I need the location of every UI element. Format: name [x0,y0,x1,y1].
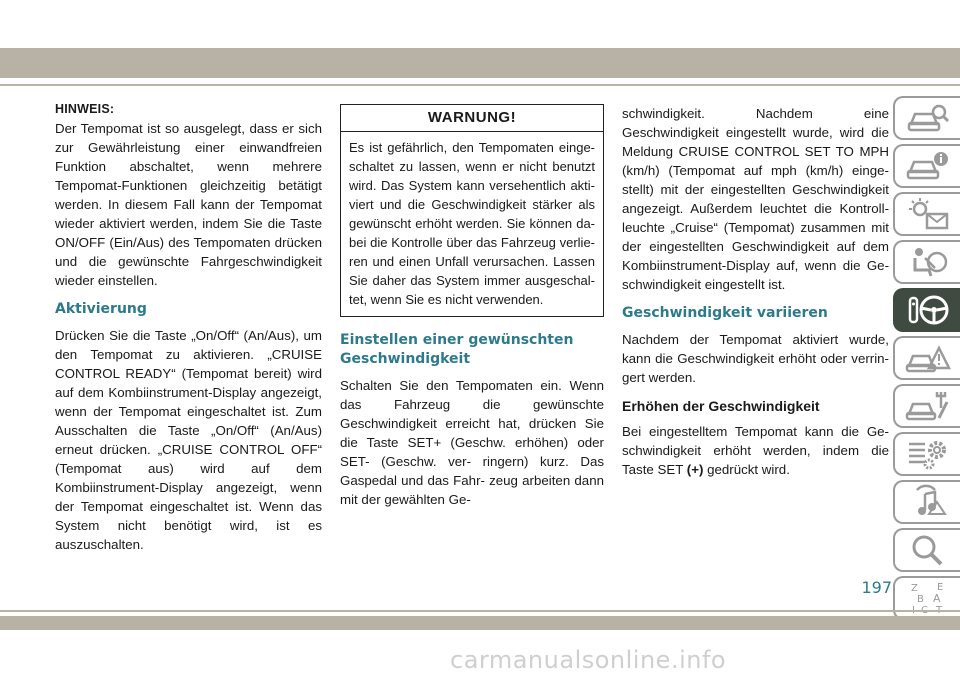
multimedia-music-icon [905,484,951,520]
warning-box [340,104,604,317]
tab-car-search[interactable] [893,96,960,140]
warning-lights-message-icon [905,196,951,232]
airbag-seat-icon [905,244,951,280]
tab-car-info[interactable] [893,144,960,188]
car-search-icon [905,100,951,136]
column-left [55,100,322,554]
specifications-gear-icon [905,436,951,472]
header-rule [0,84,960,86]
note-text: Der Tempomat ist so ausgelegt, dass er sich zur Gewährleistung einer einwandfreien Funktion abschaltet, wenn mehrere Tempomat-Funktionen gleichzeitig betätigt werden. In diesem Fall kann der Tempomat wieder aktiviert werden, indem Sie die Taste ON/OFF (Ein/Aus) des Tempomaten drücken und die gewünschte Fahrgeschwindigkeit wieder einstellen. [55,121,322,288]
set-plus-label: (+) [686,462,704,477]
subsection-title-erhoehen: Erhöhen der Geschwindigkeit [622,398,820,414]
tab-search[interactable] [893,528,960,572]
tab-starting-operating[interactable] [893,288,960,332]
footer-rule [0,610,960,612]
tab-safety[interactable] [893,240,960,284]
header-band [0,48,960,78]
tab-emergency[interactable] [893,336,960,380]
car-breakdown-icon [905,340,951,376]
page-number: 197 [861,578,892,597]
subsection-text-after: gedrückt wird. [703,462,790,477]
index-letter-z: Z [910,583,918,594]
section-title-aktivierung: Aktivierung [55,301,147,317]
tab-specifications[interactable] [893,432,960,476]
index-letter-b: B [916,594,924,605]
section-text-aktivierung: Drücken Sie die Taste „On/Off“ (An/Aus), um den Tempomat zu aktivieren. „CRUISE CONTROL READY“ (Tempomat bereit) wird auf dem Kombiinstrument-Display angezeigt, wenn der Tempomat eingeschaltet ist. Zum Ausschalten die Taste „On/Off“ (An/Aus) erneut drücken. „CRUISE CONTROL OFF“ (Tempomat aus) wird auf dem Kombiinstrument-Display angezeigt, wenn der Tempomat eingeschaltet ist. Wenn das System nicht benötigt wird, ist es auszuschalten. [55,328,322,552]
note-heading: HINWEIS: [55,102,115,116]
subsection-text-erhoehen [622,422,889,479]
index-letter-e: E [936,582,943,593]
watermark: carmanualsonline.info [450,646,727,674]
section-text-einstellen: Schalten Sie den Tempomaten ein. Wenn das Fahrzeug die gewünschte Geschwindigkeit erreicht hat, drücken Sie die Taste SET+ (Geschw. erhöhen) oder SET- (Geschw. ver- ringern) kurz. Das Gaspedal und das Fahr- zeug arbeiten dann mit der gewählten Ge- [340,378,604,507]
top-margin [0,0,960,48]
footer-band [0,616,960,630]
index-letter-a: A [932,592,941,605]
column-right [622,104,889,479]
section-title-variieren: Geschwindigkeit variieren [622,305,828,321]
warning-text: Es ist gefährlich, den Tempomaten einge- schaltet zu lassen, wenn er nicht benutzt wird. Das System kann versehentlich akti- viert und die Geschwindigkeit stärker als gewünscht erhöht werden. Sie können da- bei die Kontrolle über das Fahrzeug verlie- ren und einen Unfall verursachen. Lassen Sie daher das System immer ausgeschal- tet, wenn Sie es nicht verwenden. [349,140,595,307]
subsection-text-before: Bei eingestelltem Tempomat kann die Ge- schwindigkeit erhöht werden, indem die Taste SET [622,424,889,477]
steering-wheel-icon [905,292,951,328]
section-text-variieren: Nachdem der Tempomat aktiviert wurde, kann die Geschwindigkeit erhöht oder verrin- gert werden. [622,332,889,385]
section-title-einstellen: Einstellen einer gewünschten Geschwindigkeit [340,332,574,367]
tab-multimedia[interactable] [893,480,960,524]
tab-service[interactable] [893,384,960,428]
chapter-tabs [893,96,960,624]
tab-warning-lights[interactable] [893,192,960,236]
magnifier-search-icon [905,532,951,568]
tab-index[interactable] [893,576,960,620]
continued-text: schwindigkeit. Nachdem eine Geschwindigkeit eingestellt wurde, wird die Meldung CRUISE CONTROL SET TO MPH (km/h) (Tempomat auf mph (km/h) einge- stellt) mit der eingestellten Geschwindigkeit angezeigt. Außerdem leuchtet die Kontroll- leuchte „Cruise“ (Tempomat) zusammen mit der eingestellten Geschwindigkeit auf dem Kombiinstrument-Display auf, wenn die Ge- schwindigkeit eingestellt ist. [622,106,889,292]
car-info-icon [905,148,951,184]
column-middle [340,104,604,509]
car-service-tools-icon [905,388,951,424]
warning-title: WARNUNG! [341,105,603,132]
